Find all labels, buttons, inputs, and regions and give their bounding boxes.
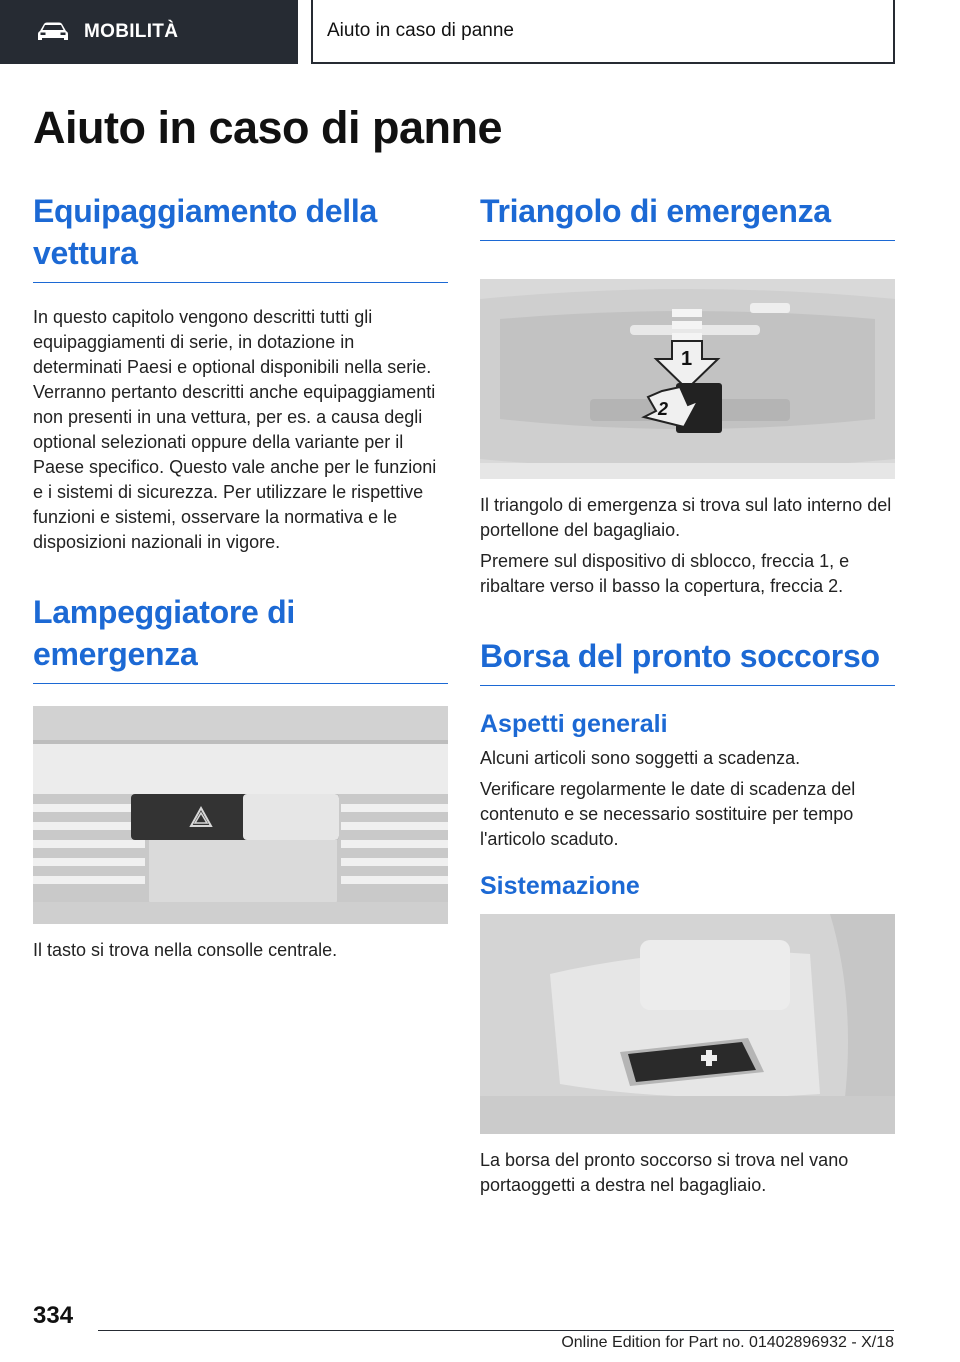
general-text-2: Verificare regolarmente le date di scadenza del contenuto e se necessario sostituire per tempo l'articolo scaduto. <box>480 779 856 849</box>
hazard-caption: Il tasto si trova nella consolle centrale. <box>33 940 338 960</box>
arrow-1-label: 1 <box>681 348 693 370</box>
triangle-instruction-text: Premere sul dispositivo di sblocco, freccia 1, e ribaltare verso il basso la copertura, freccia 2. <box>480 551 850 596</box>
arrow-2-label: 2 <box>658 399 669 419</box>
page-number: 334 <box>33 1302 74 1329</box>
first-aid-kit-image <box>480 914 895 1134</box>
firstaid-heading: Borsa del pronto soccorso <box>480 635 895 686</box>
hazard-heading: Lampeggiatore di emergenza <box>33 591 448 684</box>
trunk-lid-illustration <box>480 279 895 479</box>
section-tab[interactable] <box>0 0 298 64</box>
location-heading: Sistemazione <box>480 872 640 900</box>
section-label: MOBILITÀ <box>84 21 179 42</box>
chapter-tab[interactable] <box>311 0 895 64</box>
hazard-button-image <box>33 706 448 924</box>
trunk-compartment-illustration <box>480 914 895 1134</box>
chapter-label: Aiuto in caso di panne <box>327 20 514 41</box>
warning-triangle-image <box>480 279 895 479</box>
location-caption: La borsa del pronto soccorso si trova nel vano portaoggetti a destra nel bagagliaio. <box>480 1150 849 1195</box>
general-text-1: Alcuni articoli sono soggetti a scadenza. <box>480 748 801 768</box>
triangle-heading: Triangolo di emergenza <box>480 190 895 241</box>
page-header <box>0 0 960 66</box>
car-icon <box>36 21 70 43</box>
triangle-location-text: Il triangolo di emergenza si trova sul lato interno del portellone del bagagliaio. <box>480 495 892 540</box>
page-title: Aiuto in caso di panne <box>33 102 503 153</box>
left-column <box>33 190 448 963</box>
edition-info: Online Edition for Part no. 01402896932 - X/18 <box>561 1334 894 1351</box>
general-heading: Aspetti generali <box>480 710 668 738</box>
footer-divider <box>98 1330 894 1331</box>
equipment-body: In questo capitolo vengono descritti tutti gli equipaggiamenti di serie, in dotazione in determinati Paesi e optional disponibili nella serie. Verranno pertanto descritti anche equipaggiamenti non presenti in una vettura, per es. a causa degli optional selezionati oppure della variante per il Paese specifico. Questo vale anche per le funzioni e i sistemi di sicurezza. Per utilizzare le rispettive funzioni e sistemi, osservare la normativa e le disposizioni nazionali in vigore. <box>33 307 437 552</box>
dashboard-illustration <box>33 706 448 924</box>
right-column <box>480 190 895 1198</box>
equipment-heading: Equipaggiamento della vettura <box>33 190 448 283</box>
